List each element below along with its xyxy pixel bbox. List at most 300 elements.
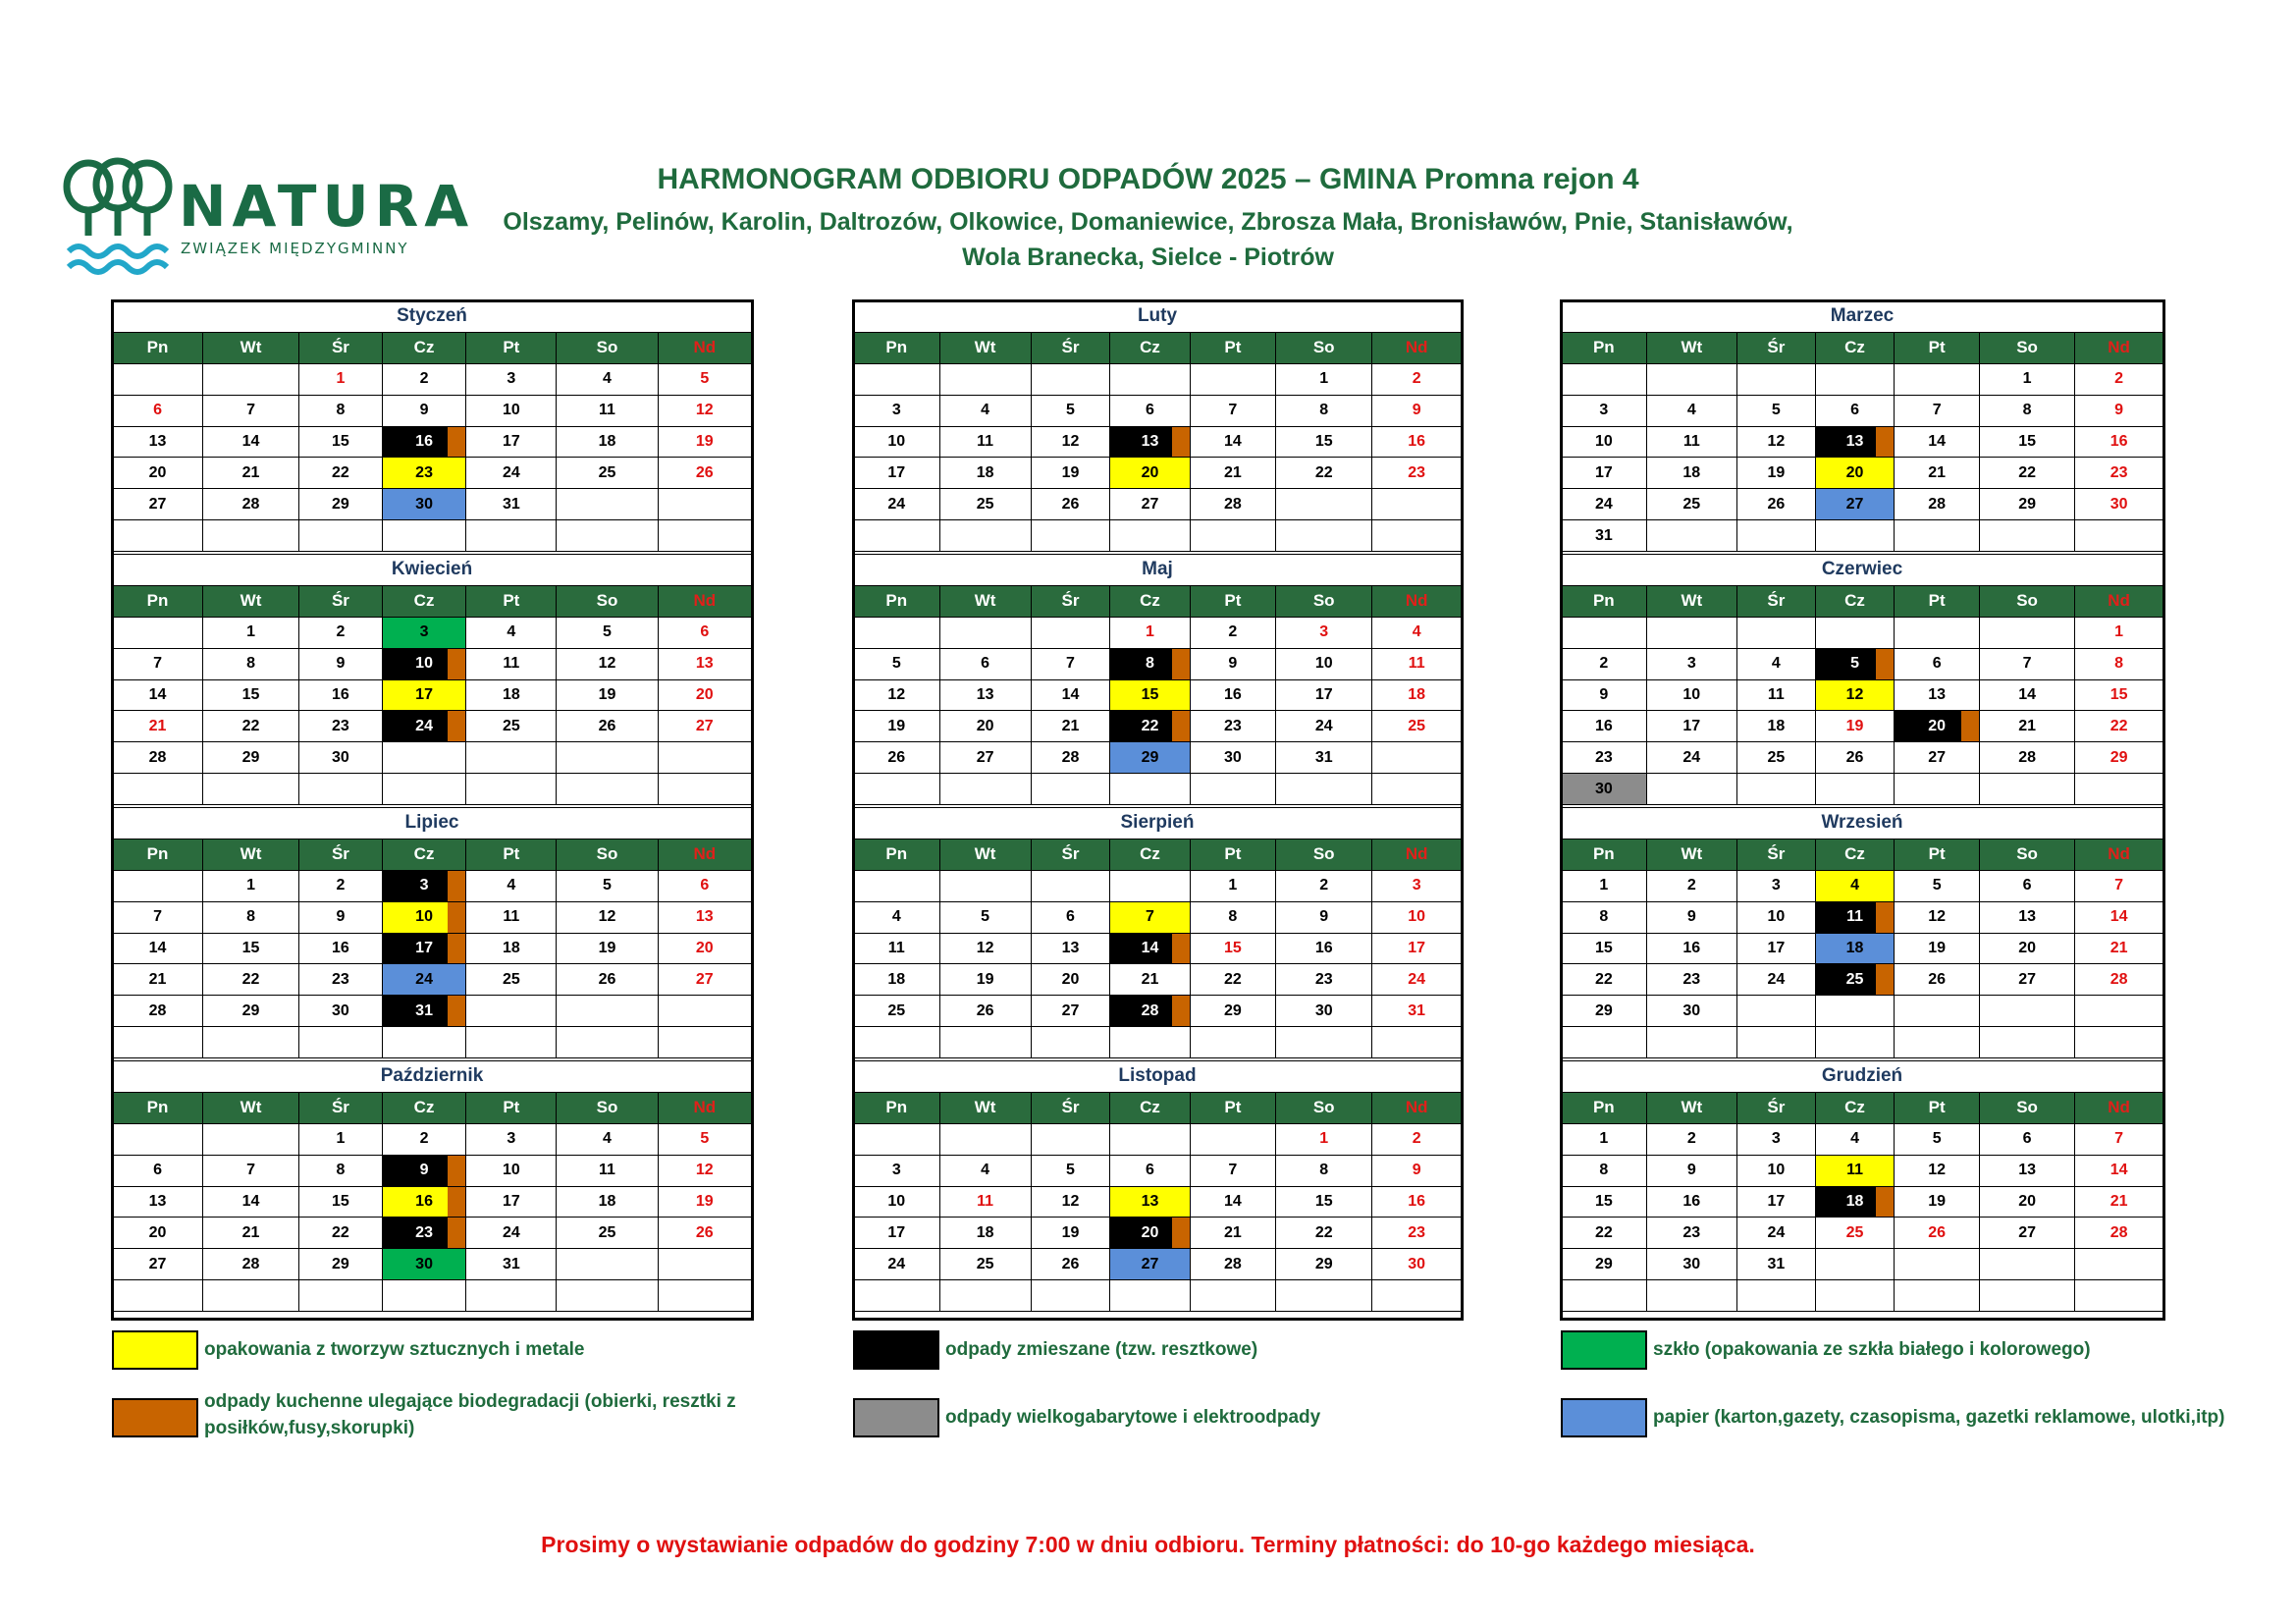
empty-cell [1031, 774, 1110, 805]
day-cell: 21 [1979, 711, 2074, 742]
empty-cell [1979, 996, 2074, 1027]
day-cell: 14 [1110, 933, 1190, 964]
day-cell: 15 [2075, 679, 2163, 711]
day-cell: 25 [939, 489, 1031, 520]
day-cell: 27 [1815, 489, 1895, 520]
empty-cell [1979, 520, 2074, 552]
day-cell: 15 [1979, 426, 2074, 458]
day-cell: 24 [466, 458, 557, 489]
day-cell: 20 [1110, 1218, 1190, 1249]
day-header: Pt [466, 839, 557, 870]
day-cell: 10 [1736, 901, 1815, 933]
day-cell: 25 [1646, 489, 1736, 520]
day-cell: 8 [1190, 901, 1276, 933]
day-cell: 1 [1276, 363, 1372, 395]
day-cell: 2 [1646, 870, 1736, 901]
day-header: Śr [1031, 585, 1110, 617]
day-cell: 2 [299, 870, 383, 901]
day-cell: 23 [1276, 964, 1372, 996]
day-cell: 6 [113, 395, 203, 426]
day-cell: 3 [466, 363, 557, 395]
empty-cell [1372, 774, 1462, 805]
day-cell: 13 [1979, 1155, 2074, 1186]
empty-cell [203, 363, 299, 395]
day-cell: 11 [1372, 648, 1462, 679]
day-cell: 28 [1031, 742, 1110, 774]
legend-label-black: odpady zmieszane (tzw. resztkowe) [945, 1339, 1258, 1360]
day-cell: 3 [382, 617, 465, 648]
empty-cell [1815, 774, 1895, 805]
empty-cell [1110, 1123, 1190, 1155]
day-cell: 26 [1031, 1249, 1110, 1280]
day-cell: 5 [1895, 870, 1980, 901]
empty-cell [1895, 1027, 1980, 1058]
day-cell: 1 [2075, 617, 2163, 648]
empty-cell [1110, 520, 1190, 552]
day-cell: 16 [1562, 711, 1647, 742]
month-name: Styczeń [113, 301, 752, 333]
legend-swatch-yellow [112, 1330, 198, 1370]
empty-cell [1736, 774, 1815, 805]
empty-cell [1372, 1027, 1462, 1058]
day-header: So [1276, 332, 1372, 363]
day-cell: 2 [1562, 648, 1647, 679]
empty-cell [1372, 489, 1462, 520]
day-cell: 24 [1736, 964, 1815, 996]
day-header: Wt [939, 332, 1031, 363]
day-cell: 11 [466, 901, 557, 933]
day-cell: 20 [1110, 458, 1190, 489]
day-cell: 14 [1031, 679, 1110, 711]
day-cell: 6 [939, 648, 1031, 679]
day-cell: 17 [1646, 711, 1736, 742]
empty-cell [1562, 1027, 1647, 1058]
day-cell: 30 [1562, 774, 1647, 805]
month-name: Sierpień [854, 808, 1462, 839]
day-cell: 31 [1276, 742, 1372, 774]
day-header: Śr [1031, 332, 1110, 363]
empty-cell [1895, 617, 1980, 648]
day-cell: 24 [382, 964, 465, 996]
empty-cell [1736, 1027, 1815, 1058]
day-cell: 28 [1190, 489, 1276, 520]
footer-note: Prosimy o wystawianie odpadów do godziny 7:00 w dniu odbioru. Terminy płatności: do 10-go każdego miesiąca. [541, 1532, 1755, 1557]
day-header: Pt [466, 585, 557, 617]
day-cell: 22 [1562, 1218, 1647, 1249]
empty-cell [1031, 617, 1110, 648]
day-cell: 28 [203, 489, 299, 520]
day-header: Nd [658, 332, 751, 363]
empty-cell [1646, 774, 1736, 805]
day-cell: 26 [854, 742, 940, 774]
day-cell: 16 [2075, 426, 2163, 458]
day-header: Pt [1190, 332, 1276, 363]
day-cell: 17 [1736, 933, 1815, 964]
day-cell: 15 [1276, 1186, 1372, 1218]
day-cell: 4 [939, 395, 1031, 426]
day-header: Śr [1736, 1092, 1815, 1123]
day-cell: 7 [1895, 395, 1980, 426]
empty-cell [299, 774, 383, 805]
day-header: Śr [1031, 1092, 1110, 1123]
empty-cell [1815, 1280, 1895, 1312]
empty-cell [1190, 1123, 1276, 1155]
day-cell: 21 [203, 1218, 299, 1249]
day-cell: 28 [203, 1249, 299, 1280]
empty-cell [466, 774, 557, 805]
day-cell: 3 [1736, 1123, 1815, 1155]
day-cell: 15 [1190, 933, 1276, 964]
day-cell: 19 [1895, 1186, 1980, 1218]
day-cell: 28 [1190, 1249, 1276, 1280]
empty-cell [1815, 363, 1895, 395]
empty-cell [1190, 1280, 1276, 1312]
day-cell: 5 [658, 1123, 751, 1155]
day-cell: 25 [939, 1249, 1031, 1280]
day-cell: 16 [382, 1186, 465, 1218]
day-cell: 19 [939, 964, 1031, 996]
day-cell: 1 [1276, 1123, 1372, 1155]
day-cell: 18 [1815, 933, 1895, 964]
day-cell: 17 [1562, 458, 1647, 489]
day-cell: 3 [1562, 395, 1647, 426]
empty-cell [113, 520, 203, 552]
month-październik [112, 1060, 752, 1312]
day-cell: 25 [854, 996, 940, 1027]
day-header: Wt [203, 1092, 299, 1123]
day-header: Cz [1815, 585, 1895, 617]
day-cell: 26 [1736, 489, 1815, 520]
day-cell: 18 [1372, 679, 1462, 711]
day-cell: 28 [2075, 964, 2163, 996]
day-cell: 12 [854, 679, 940, 711]
empty-cell [1190, 363, 1276, 395]
day-cell: 24 [854, 489, 940, 520]
empty-cell [2075, 1027, 2163, 1058]
empty-cell [466, 742, 557, 774]
day-cell: 19 [658, 1186, 751, 1218]
empty-cell [1031, 870, 1110, 901]
day-cell: 9 [1276, 901, 1372, 933]
day-cell: 17 [466, 1186, 557, 1218]
day-header: Pt [1895, 1092, 1980, 1123]
day-cell: 22 [2075, 711, 2163, 742]
day-cell: 4 [557, 363, 658, 395]
day-header: Nd [658, 1092, 751, 1123]
day-cell: 22 [1979, 458, 2074, 489]
day-cell: 5 [658, 363, 751, 395]
day-cell: 15 [203, 933, 299, 964]
day-cell: 6 [658, 870, 751, 901]
day-cell: 25 [1372, 711, 1462, 742]
day-cell: 30 [299, 996, 383, 1027]
day-header: So [1276, 839, 1372, 870]
empty-cell [113, 870, 203, 901]
day-cell: 6 [1031, 901, 1110, 933]
empty-cell [1372, 742, 1462, 774]
day-cell: 24 [1736, 1218, 1815, 1249]
empty-cell [939, 774, 1031, 805]
day-header: Cz [1815, 1092, 1895, 1123]
empty-cell [1276, 489, 1372, 520]
day-header: Cz [1110, 839, 1190, 870]
day-cell: 24 [1276, 711, 1372, 742]
empty-cell [203, 1123, 299, 1155]
day-cell: 14 [2075, 901, 2163, 933]
empty-cell [939, 1027, 1031, 1058]
empty-cell [1276, 520, 1372, 552]
day-cell: 12 [1736, 426, 1815, 458]
empty-cell [1031, 1123, 1110, 1155]
day-cell: 8 [1562, 901, 1647, 933]
day-cell: 2 [382, 363, 465, 395]
day-cell: 23 [1562, 742, 1647, 774]
day-cell: 15 [299, 426, 383, 458]
day-cell: 31 [1562, 520, 1647, 552]
day-cell: 20 [1979, 933, 2074, 964]
day-cell: 22 [299, 1218, 383, 1249]
empty-cell [1276, 1027, 1372, 1058]
day-cell: 29 [1276, 1249, 1372, 1280]
day-header: Nd [2075, 332, 2163, 363]
day-cell: 11 [1815, 901, 1895, 933]
day-cell: 13 [1895, 679, 1980, 711]
month-name: Wrzesień [1562, 808, 2163, 839]
day-cell: 22 [203, 711, 299, 742]
day-cell: 9 [1646, 1155, 1736, 1186]
day-cell: 17 [382, 679, 465, 711]
month-name: Marzec [1562, 301, 2163, 333]
empty-cell [203, 1280, 299, 1312]
day-header: Cz [1110, 1092, 1190, 1123]
month-name: Lipiec [113, 808, 752, 839]
day-cell: 3 [382, 870, 465, 901]
day-header: Pt [466, 332, 557, 363]
day-cell: 14 [1895, 426, 1980, 458]
empty-cell [557, 489, 658, 520]
day-cell: 15 [203, 679, 299, 711]
empty-cell [658, 1249, 751, 1280]
empty-cell [1895, 363, 1980, 395]
day-header: Nd [1372, 1092, 1462, 1123]
day-cell: 4 [939, 1155, 1031, 1186]
day-cell: 26 [1815, 742, 1895, 774]
empty-cell [382, 742, 465, 774]
day-cell: 8 [1110, 648, 1190, 679]
day-cell: 30 [1276, 996, 1372, 1027]
day-cell: 27 [1979, 1218, 2074, 1249]
day-cell: 12 [1031, 426, 1110, 458]
day-cell: 24 [854, 1249, 940, 1280]
day-cell: 22 [1276, 458, 1372, 489]
day-header: Nd [2075, 839, 2163, 870]
day-header: So [1979, 1092, 2074, 1123]
day-cell: 2 [382, 1123, 465, 1155]
day-header: Nd [1372, 332, 1462, 363]
day-cell: 29 [299, 1249, 383, 1280]
day-cell: 18 [1815, 1186, 1895, 1218]
empty-cell [557, 520, 658, 552]
empty-cell [113, 617, 203, 648]
day-cell: 18 [466, 679, 557, 711]
day-cell: 2 [1372, 1123, 1462, 1155]
day-cell: 7 [1190, 1155, 1276, 1186]
day-cell: 11 [557, 1155, 658, 1186]
day-cell: 13 [113, 1186, 203, 1218]
empty-cell [939, 617, 1031, 648]
day-cell: 17 [1372, 933, 1462, 964]
day-cell: 17 [1276, 679, 1372, 711]
legend-swatch-black [853, 1330, 939, 1370]
day-cell: 5 [1815, 648, 1895, 679]
day-header: Wt [203, 332, 299, 363]
day-cell: 20 [1031, 964, 1110, 996]
empty-cell [658, 520, 751, 552]
day-cell: 5 [557, 870, 658, 901]
day-cell: 29 [2075, 742, 2163, 774]
legend-swatch-bio [112, 1398, 198, 1437]
day-cell: 24 [1372, 964, 1462, 996]
day-cell: 4 [1646, 395, 1736, 426]
empty-cell [854, 1280, 940, 1312]
empty-cell [1895, 1249, 1980, 1280]
day-cell: 20 [113, 1218, 203, 1249]
legend-swatch-blue [1561, 1398, 1647, 1437]
day-cell: 19 [1736, 458, 1815, 489]
day-header: Pn [113, 1092, 203, 1123]
day-cell: 27 [1895, 742, 1980, 774]
day-cell: 27 [113, 489, 203, 520]
empty-cell [658, 996, 751, 1027]
day-cell: 13 [113, 426, 203, 458]
day-cell: 7 [1031, 648, 1110, 679]
day-cell: 19 [658, 426, 751, 458]
day-cell: 20 [113, 458, 203, 489]
day-cell: 26 [939, 996, 1031, 1027]
day-header: Pn [854, 332, 940, 363]
day-cell: 4 [854, 901, 940, 933]
day-cell: 31 [382, 996, 465, 1027]
day-cell: 18 [557, 1186, 658, 1218]
day-cell: 3 [1736, 870, 1815, 901]
logo-subtitle: ZWIĄZEK MIĘDZYGMINNY [181, 240, 409, 257]
day-cell: 21 [2075, 1186, 2163, 1218]
empty-cell [939, 520, 1031, 552]
day-cell: 20 [658, 933, 751, 964]
day-cell: 5 [1031, 395, 1110, 426]
month-styczeń [112, 300, 752, 552]
day-cell: 19 [854, 711, 940, 742]
day-cell: 23 [1646, 1218, 1736, 1249]
day-cell: 26 [658, 458, 751, 489]
day-cell: 25 [1736, 742, 1815, 774]
day-header: So [557, 585, 658, 617]
empty-cell [939, 363, 1031, 395]
day-cell: 16 [1372, 1186, 1462, 1218]
empty-cell [1031, 1280, 1110, 1312]
day-header: Wt [939, 1092, 1031, 1123]
day-cell: 22 [1190, 964, 1276, 996]
day-header: Śr [1736, 332, 1815, 363]
day-cell: 23 [299, 711, 383, 742]
day-cell: 12 [658, 395, 751, 426]
empty-cell [382, 774, 465, 805]
day-cell: 21 [1895, 458, 1980, 489]
day-cell: 10 [466, 1155, 557, 1186]
day-cell: 13 [1110, 1186, 1190, 1218]
day-cell: 2 [2075, 363, 2163, 395]
empty-cell [939, 1123, 1031, 1155]
day-header: Pt [1895, 332, 1980, 363]
empty-cell [299, 520, 383, 552]
day-cell: 7 [1190, 395, 1276, 426]
day-cell: 20 [939, 711, 1031, 742]
day-cell: 7 [2075, 870, 2163, 901]
day-cell: 24 [382, 711, 465, 742]
empty-cell [1736, 617, 1815, 648]
page-subtitle-line1: Olszamy, Pelinów, Karolin, Daltrozów, Olkowice, Domaniewice, Zbrosza Mała, Bronisławów, Pnie, Stanisławów, [503, 208, 1793, 236]
day-cell: 18 [854, 964, 940, 996]
day-cell: 1 [203, 617, 299, 648]
day-cell: 11 [1736, 679, 1815, 711]
day-cell: 13 [1815, 426, 1895, 458]
empty-cell [1736, 1280, 1815, 1312]
empty-cell [1979, 1027, 2074, 1058]
empty-cell [382, 520, 465, 552]
empty-cell [557, 996, 658, 1027]
day-header: So [557, 1092, 658, 1123]
day-cell: 27 [1110, 1249, 1190, 1280]
day-cell: 21 [113, 964, 203, 996]
month-name: Grudzień [1562, 1061, 2163, 1093]
day-cell: 29 [1979, 489, 2074, 520]
day-cell: 30 [382, 1249, 465, 1280]
day-cell: 28 [113, 742, 203, 774]
day-cell: 26 [1031, 489, 1110, 520]
empty-cell [1110, 774, 1190, 805]
day-cell: 23 [382, 1218, 465, 1249]
day-cell: 14 [113, 933, 203, 964]
day-cell: 23 [1372, 1218, 1462, 1249]
day-header: Nd [1372, 585, 1462, 617]
month-wrzesień [1561, 807, 2163, 1058]
day-cell: 16 [1190, 679, 1276, 711]
day-cell: 29 [203, 742, 299, 774]
empty-cell [1562, 617, 1647, 648]
day-cell: 9 [1646, 901, 1736, 933]
day-cell: 14 [1979, 679, 2074, 711]
day-cell: 4 [1736, 648, 1815, 679]
day-cell: 4 [1815, 1123, 1895, 1155]
day-header: Pt [1895, 839, 1980, 870]
day-header: Cz [382, 1092, 465, 1123]
day-cell: 16 [299, 679, 383, 711]
day-header: So [557, 332, 658, 363]
day-cell: 6 [1979, 1123, 2074, 1155]
day-cell: 14 [2075, 1155, 2163, 1186]
day-header: Nd [2075, 1092, 2163, 1123]
empty-cell [1895, 774, 1980, 805]
day-cell: 31 [466, 1249, 557, 1280]
day-cell: 28 [1110, 996, 1190, 1027]
day-cell: 30 [2075, 489, 2163, 520]
day-header: So [1979, 585, 2074, 617]
day-cell: 6 [658, 617, 751, 648]
day-header: Pn [854, 839, 940, 870]
day-cell: 31 [1372, 996, 1462, 1027]
day-cell: 9 [2075, 395, 2163, 426]
day-cell: 25 [557, 458, 658, 489]
